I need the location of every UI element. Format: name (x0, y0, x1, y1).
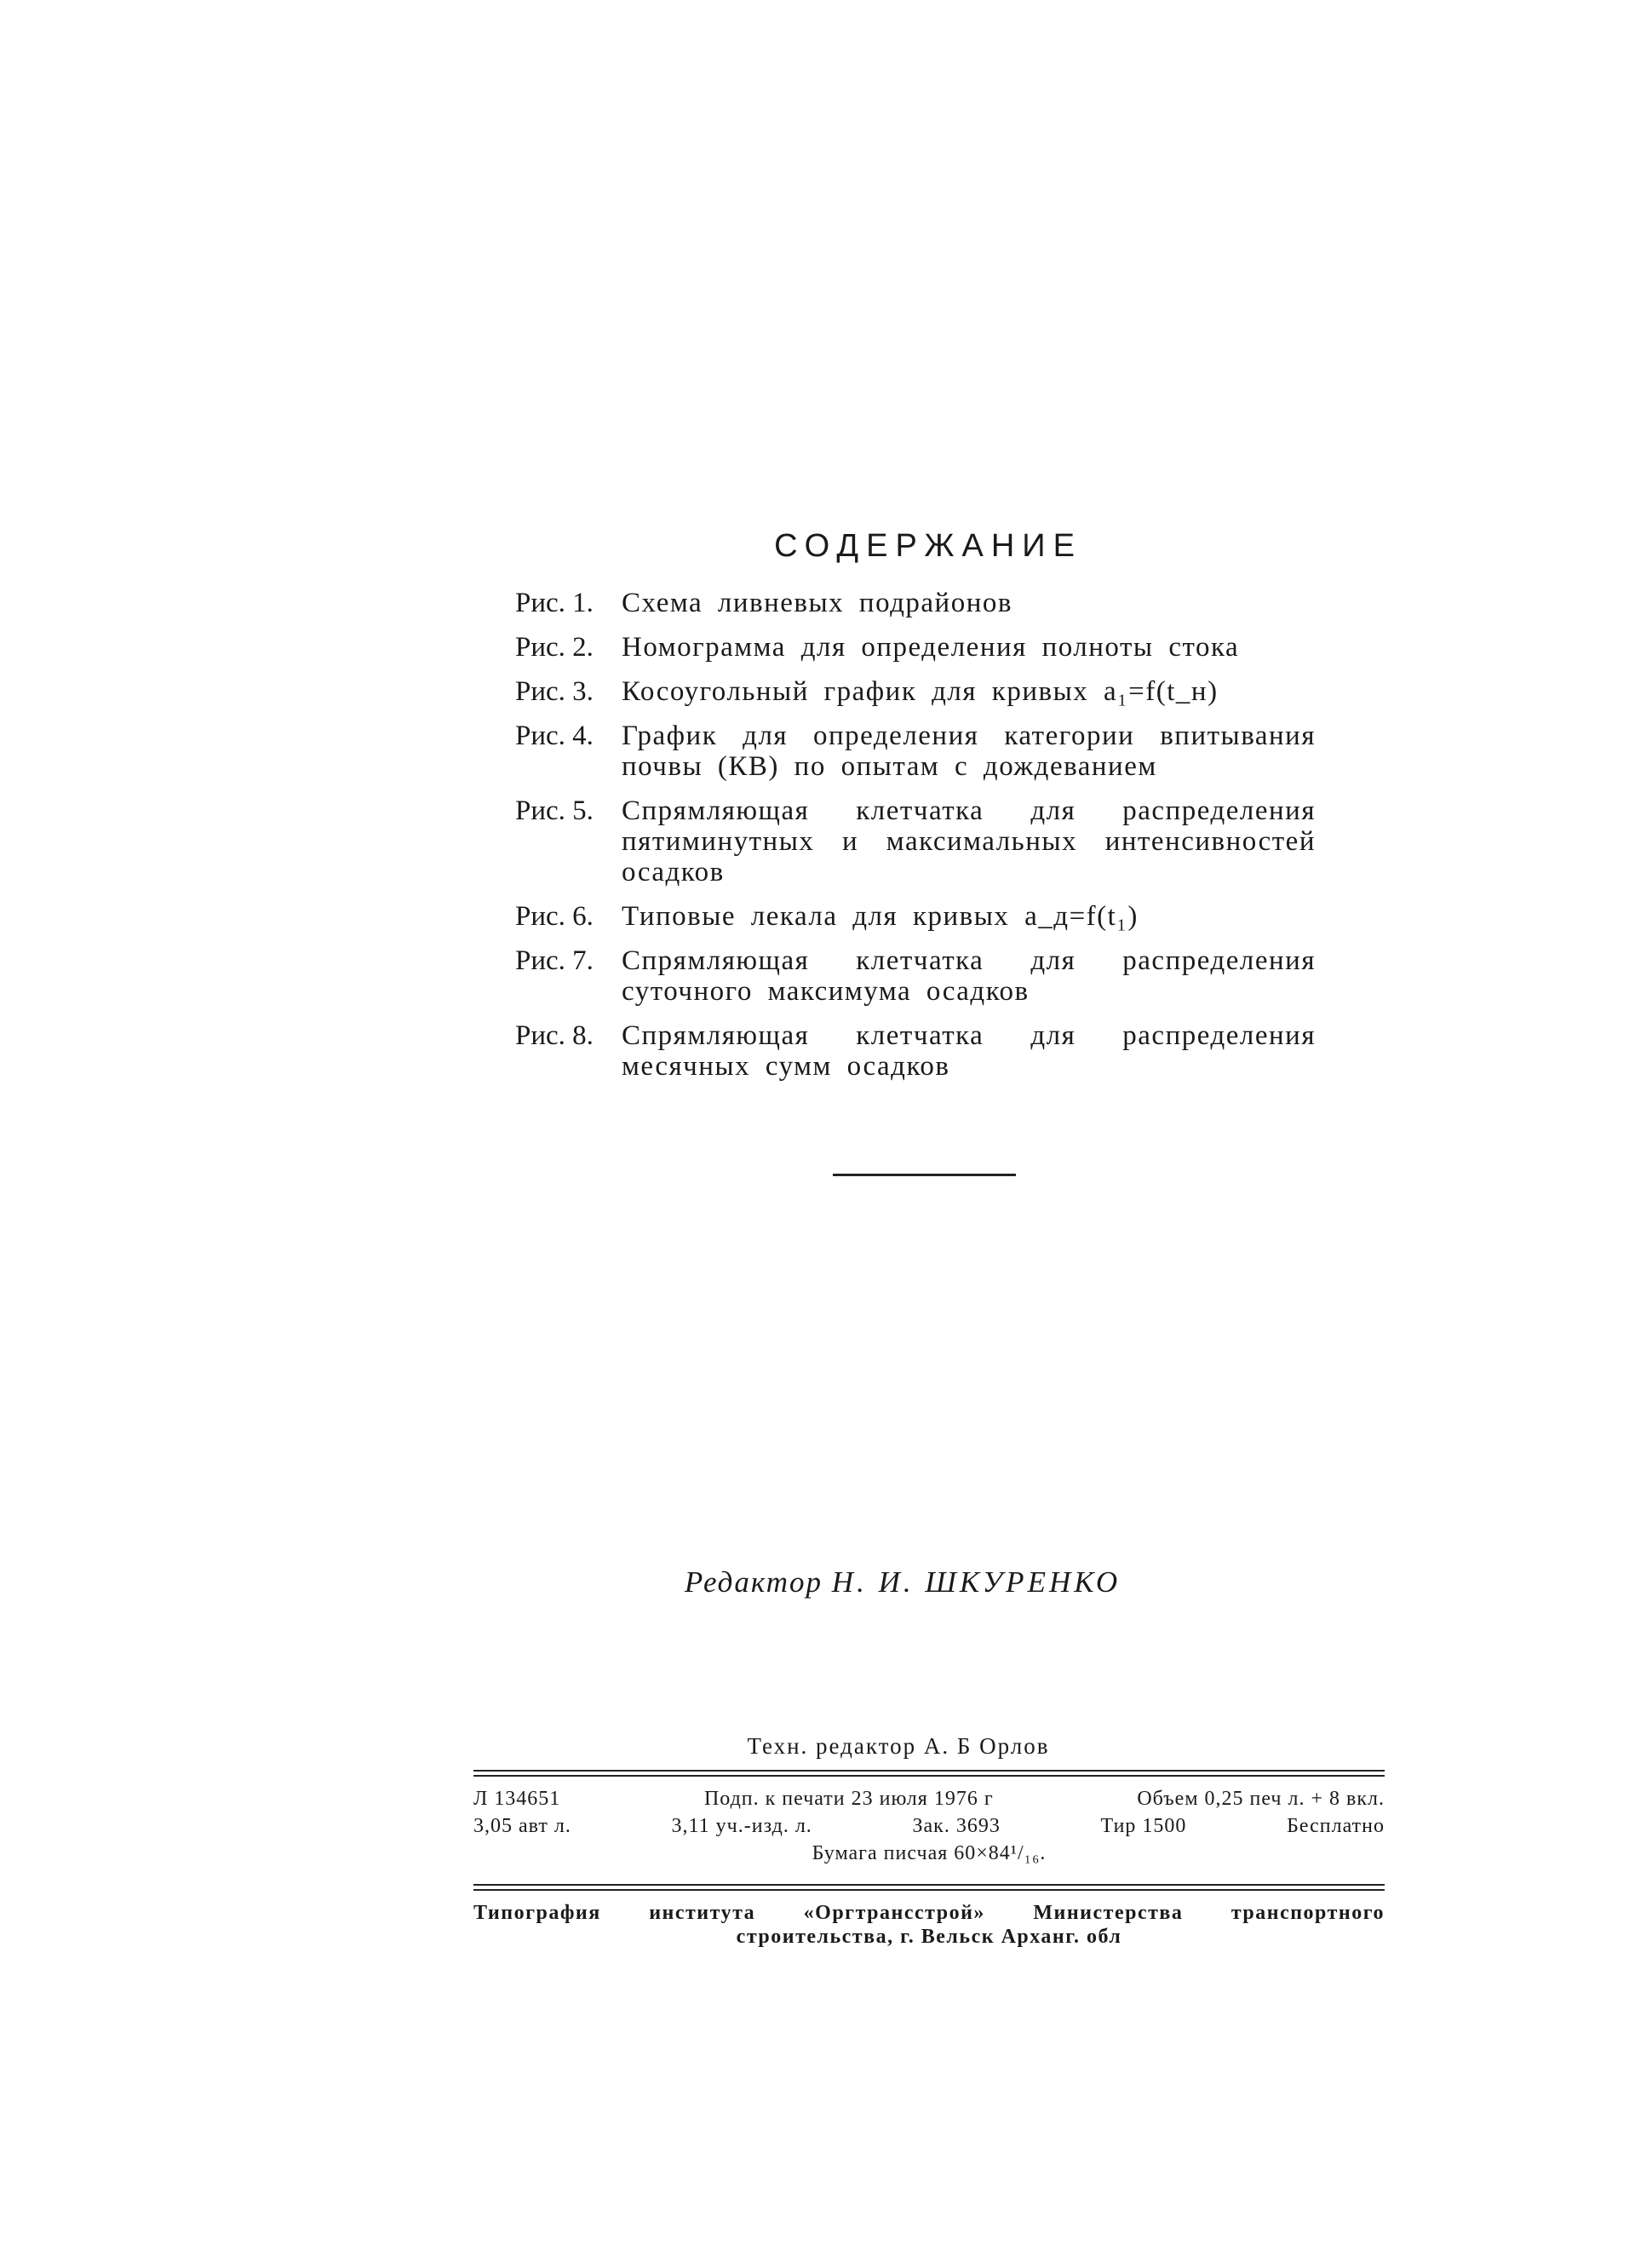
toc-item-text: График для определения категории впитывания почвы (КВ) по опытам с дождеванием (622, 721, 1316, 782)
imprint-row (473, 1812, 1385, 1840)
printer-word: «Оргтрансстрой» (803, 1902, 985, 1924)
toc-item-number: Рис. 8. (515, 1020, 594, 1051)
toc-item-text: Спрямляющая клетчатка для распределения месячных сумм осадков (622, 1020, 1316, 1082)
imprint-block (473, 1785, 1385, 1867)
toc-item (515, 1020, 1316, 1082)
price: Бесплатно (1287, 1815, 1385, 1837)
toc-item (515, 588, 1316, 618)
printer-address: строительства, г. Вельск Арханг. обл (736, 1926, 1122, 1948)
toc-item (515, 676, 1316, 707)
toc-item-text: Типовые лекала для кривых a_д=f(t₁) (622, 901, 1139, 932)
toc-item (515, 721, 1316, 782)
imprint-top-rule (473, 1770, 1385, 1772)
section-divider (833, 1174, 1016, 1176)
toc-item-number: Рис. 4. (515, 721, 594, 751)
imprint-row (473, 1785, 1385, 1812)
print-date: Подп. к печати 23 июля 1976 г (703, 1788, 994, 1810)
volume: Объем 0,25 печ л. + 8 вкл. (1137, 1788, 1385, 1810)
toc-item (515, 901, 1316, 932)
imprint-bottom-rule-double (473, 1889, 1385, 1891)
toc-item-text: Схема ливневых подрайонов (622, 588, 1012, 618)
toc-item-text: Спрямляющая клетчатка для распределения суточного максимума осадков (622, 945, 1316, 1007)
toc-item-number: Рис. 6. (515, 901, 594, 932)
order-number: Зак. 3693 (912, 1815, 1001, 1837)
author-sheets: 3,05 авт л. (473, 1815, 571, 1837)
contents-title: СОДЕРЖАНИЕ (774, 528, 1082, 564)
publishing-sheets: 3,11 уч.-изд. л. (671, 1815, 812, 1837)
toc-item-text: Косоугольный график для кривых a₁=f(t_н) (622, 676, 1219, 707)
toc-item-number: Рис. 2. (515, 632, 594, 663)
editor-label: Редактор (684, 1565, 823, 1599)
printer-word: института (649, 1902, 756, 1924)
imprint-bottom-rule (473, 1884, 1385, 1886)
printer-word: Типография (473, 1902, 601, 1924)
editor-name: Н. И. ШКУРЕНКО (831, 1565, 1121, 1599)
toc-item (515, 795, 1316, 887)
toc-item-number: Рис. 1. (515, 588, 594, 618)
tech-editor-credit: Техн. редактор А. Б Орлов (747, 1733, 1050, 1759)
printer-info (473, 1901, 1385, 1949)
editor-credit (0, 1565, 1652, 1599)
license-number: Л 134651 (473, 1788, 561, 1810)
toc-item-number: Рис. 3. (515, 676, 594, 707)
toc-item (515, 945, 1316, 1007)
paper-format: Бумага писчая 60×84¹/₁₆. (812, 1842, 1047, 1864)
printer-word: транспортного (1230, 1902, 1385, 1924)
toc-item-text: Номограмма для определения полноты стока (622, 632, 1240, 663)
imprint-top-rule-double (473, 1775, 1385, 1777)
toc-item-text: Спрямляющая клетчатка для распределения пятиминутных и максимальных интенсивностей осадков (622, 795, 1316, 887)
toc-item (515, 632, 1316, 663)
printer-word: Министерства (1033, 1902, 1184, 1924)
toc-item-number: Рис. 7. (515, 945, 594, 976)
printer-line (473, 1901, 1385, 1925)
toc-item-number: Рис. 5. (515, 795, 594, 826)
table-of-contents (515, 588, 1316, 1095)
print-run: Тир 1500 (1100, 1815, 1187, 1837)
